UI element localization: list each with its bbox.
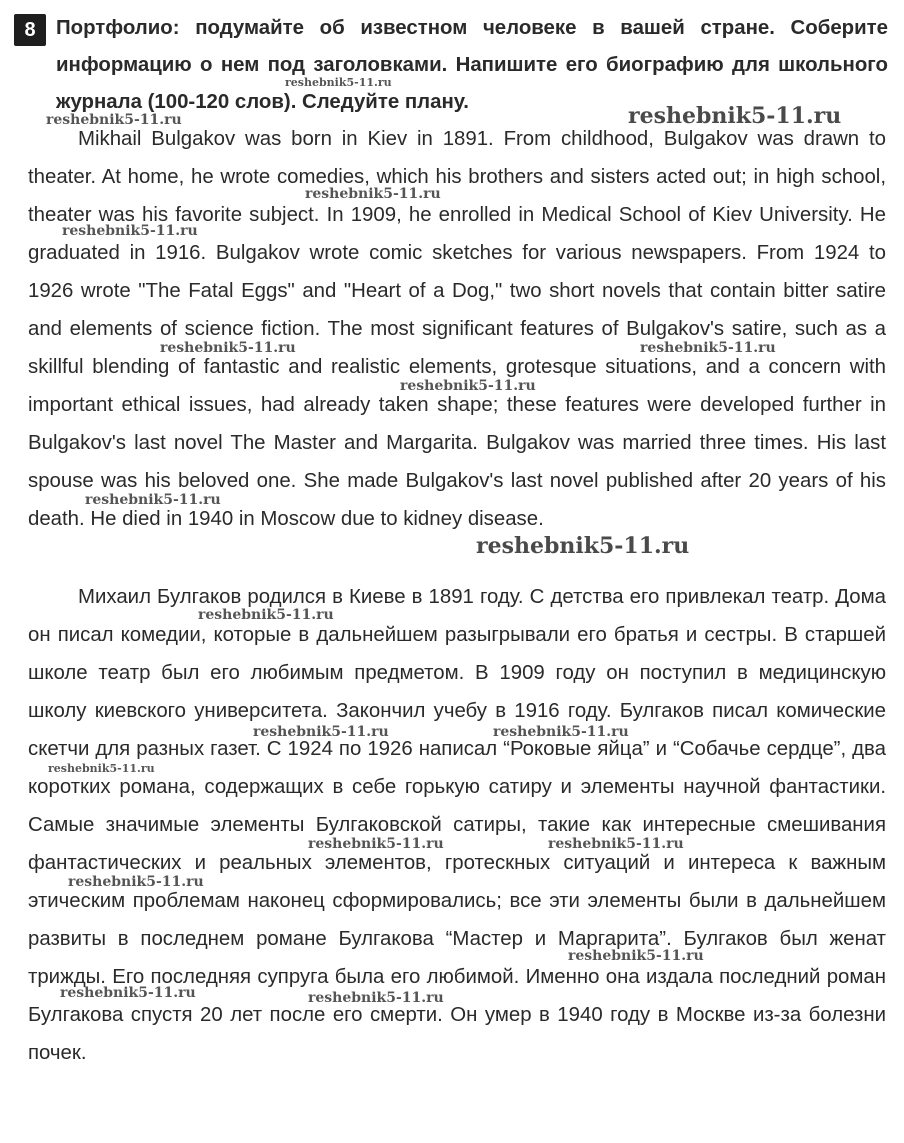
watermark: reshebnik5-11.ru xyxy=(160,340,296,356)
task-number-badge: 8 xyxy=(14,14,46,46)
watermark: reshebnik5-11.ru xyxy=(62,223,198,239)
watermark: reshebnik5-11.ru xyxy=(46,112,182,128)
watermark: reshebnik5-11.ru xyxy=(85,492,221,508)
watermark: reshebnik5-11.ru xyxy=(476,533,690,559)
watermark: reshebnik5-11.ru xyxy=(308,990,444,1006)
watermark: reshebnik5-11.ru xyxy=(48,762,155,775)
english-biography-paragraph: Mikhail Bulgakov was born in Kiev in 1891. From childhood, Bulgakov was drawn to theater. At home, he wrote comedies, which his brothers and sisters acted out; in high school, theater was his favorite subject. In 1909, he enrolled in Medical School of Kiev University. He graduated in 1916. Bulgakov wrote comic sketches for various newspapers. From 1924 to 1926 wrote "The Fatal Eggs" and "Heart of a Dog," two short novels that contain bitter satire and elements of science fiction. The most significant features of Bulgakov's satire, such as a skillful blending of fantastic and realistic elements, grotesque situations, and a concern with important ethical issues, had already taken shape; these features were developed further in Bulgakov's last novel The Master and Margarita. Bulgakov was married three times. His last spouse was his beloved one. She made Bulgakov's last novel published after 20 years of his death. He died in 1940 in Moscow due to kidney disease. xyxy=(28,128,886,530)
watermark: reshebnik5-11.ru xyxy=(640,340,776,356)
watermark: reshebnik5-11.ru xyxy=(628,103,842,129)
watermark: reshebnik5-11.ru xyxy=(285,76,392,89)
watermark: reshebnik5-11.ru xyxy=(308,836,444,852)
watermark: reshebnik5-11.ru xyxy=(253,724,389,740)
watermark: reshebnik5-11.ru xyxy=(198,607,334,623)
watermark: reshebnik5-11.ru xyxy=(568,948,704,964)
task-instruction: Портфолио: подумайте об известном человеке в вашей стране. Соберите информацию о нем под заголовками. Напишите его биографию для школьного журнала (100-120 слов). Следуйте плану. xyxy=(56,17,888,113)
task-header xyxy=(14,10,888,121)
watermark: reshebnik5-11.ru xyxy=(400,378,536,394)
watermark: reshebnik5-11.ru xyxy=(60,985,196,1001)
watermark: reshebnik5-11.ru xyxy=(305,186,441,202)
watermark: reshebnik5-11.ru xyxy=(548,836,684,852)
watermark: reshebnik5-11.ru xyxy=(68,874,204,890)
watermark: reshebnik5-11.ru xyxy=(493,724,629,740)
russian-biography-paragraph: Михаил Булгаков родился в Киеве в 1891 году. С детства его привлекал театр. Дома он писал комедии, которые в дальнейшем разыгрывали его братья и сестры. В старшей школе театр был его любимым предметом. В 1909 году он поступил в медицинскую школу киевского университета. Закончил учебу в 1916 году. Булгаков писал комические скетчи для разных газет. С 1924 по 1926 написал “Роковые яйца” и “Собачье сердце”, два коротких романа, содержащих в себе горькую сатиру и элементы научной фантастики. Самые значимые элементы Булгаковской сатиры, такие как интересные смешивания фантастических и реальных элементов, гротескных ситуаций и интереса к важным этическим проблемам наконец сформировались; все эти элементы были в дальнейшем развиты в последнем романе Булгакова “Мастер и Маргарита”. Булгаков был женат трижды. Его последняя супруга была его любимой. Именно она издала последний роман Булгакова спустя 20 лет после его смерти. Он умер в 1940 году в Москве из-за болезни почек. xyxy=(28,586,886,1064)
